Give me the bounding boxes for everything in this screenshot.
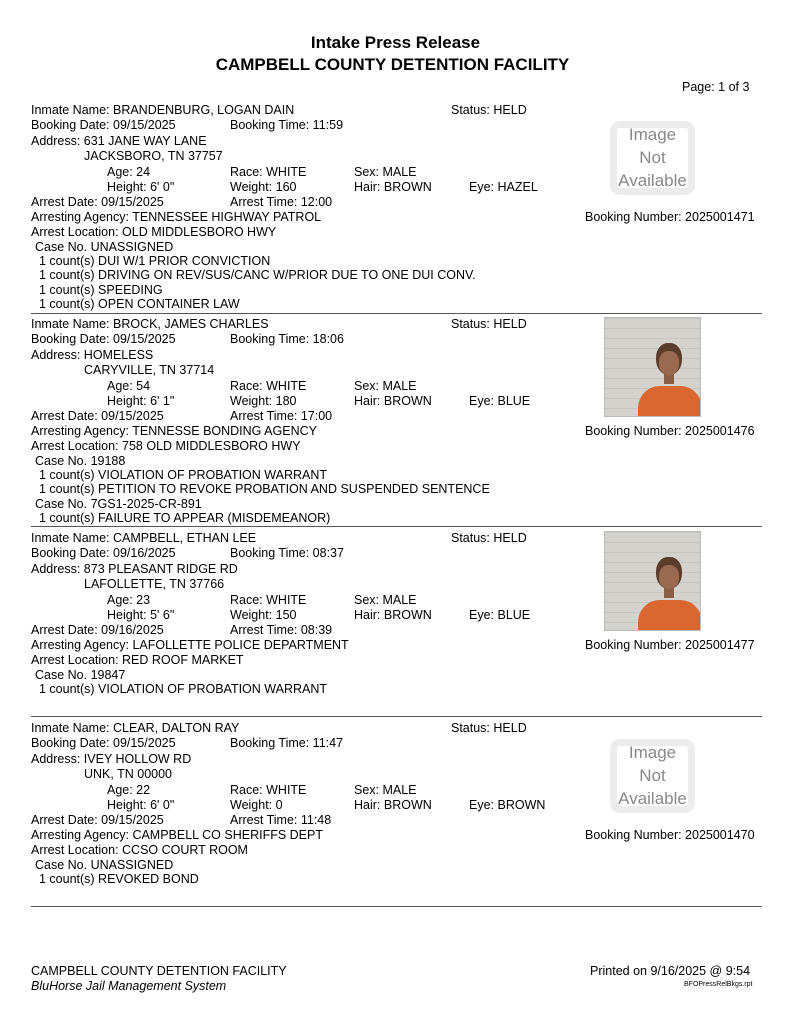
eye-color: Eye: BLUE bbox=[469, 394, 531, 408]
charge-line: 1 count(s) PETITION TO REVOKE PROBATION AND SUSPENDED SENTENCE bbox=[39, 482, 490, 497]
status: Status: HELD bbox=[451, 317, 527, 331]
booking-time: Booking Time: 11:47 bbox=[230, 736, 344, 750]
city-state-zip: JACKSBORO, TN 37757 bbox=[84, 149, 223, 163]
case-number: Case No. 7GS1-2025-CR-891 bbox=[35, 496, 202, 511]
placeholder-label: Available bbox=[618, 789, 687, 808]
address: Address: 873 PLEASANT RIDGE RD bbox=[31, 562, 238, 576]
sex: Sex: MALE bbox=[354, 593, 417, 607]
inmate-name: Inmate Name: BRANDENBURG, LOGAN DAIN bbox=[31, 103, 295, 117]
arrest-time: Arrest Time: 17:00 bbox=[230, 409, 333, 423]
eye-color: Eye: HAZEL bbox=[469, 180, 538, 194]
mugshot-photo bbox=[604, 317, 701, 417]
age: Age: 22 bbox=[107, 783, 151, 797]
report-title: Intake Press Release bbox=[310, 33, 481, 52]
arrest-time: Arrest Time: 11:48 bbox=[230, 813, 332, 827]
booking-number: Booking Number: 2025001477 bbox=[585, 638, 755, 652]
sex: Sex: MALE bbox=[354, 783, 417, 797]
image-not-available-placeholder bbox=[604, 117, 701, 217]
footer-facility: CAMPBELL COUNTY DETENTION FACILITY bbox=[31, 964, 287, 978]
charge-line: 1 count(s) SPEEDING bbox=[39, 282, 163, 297]
arrest-location: Arrest Location: RED ROOF MARKET bbox=[31, 653, 244, 667]
race: Race: WHITE bbox=[230, 165, 307, 179]
sex: Sex: MALE bbox=[354, 165, 417, 179]
age: Age: 23 bbox=[107, 593, 151, 607]
weight: Weight: 0 bbox=[230, 798, 283, 812]
city-state-zip: CARYVILLE, TN 37714 bbox=[84, 363, 215, 377]
orange-jumpsuit bbox=[638, 386, 701, 417]
sex: Sex: MALE bbox=[354, 379, 417, 393]
eye-color: Eye: BLUE bbox=[469, 608, 531, 622]
arresting-agency: Arresting Agency: TENNESSEE HIGHWAY PATROL bbox=[31, 210, 322, 224]
placeholder-label: Not bbox=[639, 148, 666, 167]
case-number: Case No. UNASSIGNED bbox=[35, 240, 174, 254]
arrest-location: Arrest Location: 758 OLD MIDDLESBORO HWY bbox=[31, 439, 301, 453]
height: Height: 6' 1" bbox=[107, 394, 175, 408]
status: Status: HELD bbox=[451, 531, 527, 545]
face bbox=[659, 565, 679, 589]
booking-date: Booking Date: 09/15/2025 bbox=[31, 118, 176, 132]
height: Height: 5' 6" bbox=[107, 608, 175, 622]
race: Race: WHITE bbox=[230, 379, 307, 393]
booking-date: Booking Date: 09/15/2025 bbox=[31, 332, 176, 346]
image-not-available-placeholder bbox=[604, 735, 701, 835]
arrest-time: Arrest Time: 12:00 bbox=[230, 195, 333, 209]
record-divider bbox=[31, 313, 762, 314]
inmate-name: Inmate Name: CLEAR, DALTON RAY bbox=[31, 721, 240, 735]
placeholder-label: Available bbox=[618, 171, 687, 190]
case-number: Case No. 19847 bbox=[35, 668, 126, 682]
page-number: Page: 1 of 3 bbox=[682, 80, 750, 94]
address: Address: HOMELESS bbox=[31, 348, 154, 362]
orange-jumpsuit bbox=[638, 600, 701, 631]
age: Age: 54 bbox=[107, 379, 151, 393]
charge-line: 1 count(s) FAILURE TO APPEAR (MISDEMEANOR) bbox=[39, 510, 331, 525]
hair: Hair: BROWN bbox=[354, 798, 432, 812]
arresting-agency: Arresting Agency: LAFOLLETTE POLICE DEPARTMENT bbox=[31, 638, 349, 652]
inmate-name: Inmate Name: BROCK, JAMES CHARLES bbox=[31, 317, 269, 331]
case-number: Case No. UNASSIGNED bbox=[35, 858, 174, 872]
race: Race: WHITE bbox=[230, 593, 307, 607]
charge-line: 1 count(s) REVOKED BOND bbox=[39, 872, 199, 887]
arrest-date: Arrest Date: 09/15/2025 bbox=[31, 813, 164, 827]
age: Age: 24 bbox=[107, 165, 151, 179]
placeholder-label: Image bbox=[628, 743, 677, 762]
case-number: Case No. 19188 bbox=[35, 454, 126, 468]
charge-line: 1 count(s) DUI W/1 PRIOR CONVICTION bbox=[39, 254, 271, 269]
arresting-agency: Arresting Agency: CAMPBELL CO SHERIFFS DEPT bbox=[31, 828, 323, 842]
record-divider bbox=[31, 716, 762, 717]
city-state-zip: UNK, TN 00000 bbox=[84, 767, 173, 781]
neck bbox=[664, 588, 674, 598]
address: Address: 631 JANE WAY LANE bbox=[31, 134, 207, 148]
height: Height: 6' 0" bbox=[107, 180, 175, 194]
placeholder-label: Image bbox=[628, 125, 677, 144]
arrest-date: Arrest Date: 09/16/2025 bbox=[31, 623, 164, 637]
neck bbox=[664, 374, 674, 384]
booking-date: Booking Date: 09/16/2025 bbox=[31, 546, 176, 560]
booking-number: Booking Number: 2025001476 bbox=[585, 424, 755, 438]
booking-time: Booking Time: 11:59 bbox=[230, 118, 344, 132]
arresting-agency: Arresting Agency: TENNESSE BONDING AGENCY bbox=[31, 424, 317, 438]
booking-number: Booking Number: 2025001470 bbox=[585, 828, 755, 842]
address: Address: IVEY HOLLOW RD bbox=[31, 752, 192, 766]
inmate-name: Inmate Name: CAMPBELL, ETHAN LEE bbox=[31, 531, 257, 545]
booking-number: Booking Number: 2025001471 bbox=[585, 210, 755, 224]
face bbox=[659, 351, 679, 375]
facility-name: CAMPBELL COUNTY DETENTION FACILITY bbox=[215, 55, 570, 74]
record-divider bbox=[31, 906, 762, 907]
mugshot-photo bbox=[604, 531, 701, 631]
race: Race: WHITE bbox=[230, 783, 307, 797]
booking-date: Booking Date: 09/15/2025 bbox=[31, 736, 176, 750]
arrest-date: Arrest Date: 09/15/2025 bbox=[31, 195, 164, 209]
charge-line: 1 count(s) DRIVING ON REV/SUS/CANC W/PRIOR DUE TO ONE DUI CONV. bbox=[39, 268, 476, 283]
report-file-name: BFOPressRelBkgs.rpt bbox=[684, 981, 753, 988]
arrest-date: Arrest Date: 09/15/2025 bbox=[31, 409, 164, 423]
printed-timestamp: Printed on 9/16/2025 @ 9:54 bbox=[590, 964, 751, 978]
weight: Weight: 150 bbox=[230, 608, 297, 622]
charge-line: 1 count(s) OPEN CONTAINER LAW bbox=[39, 296, 240, 311]
booking-time: Booking Time: 18:06 bbox=[230, 332, 344, 346]
booking-time: Booking Time: 08:37 bbox=[230, 546, 344, 560]
record-divider bbox=[31, 526, 762, 527]
status: Status: HELD bbox=[451, 721, 527, 735]
city-state-zip: LAFOLLETTE, TN 37766 bbox=[84, 577, 225, 591]
hair: Hair: BROWN bbox=[354, 180, 432, 194]
charge-line: 1 count(s) VIOLATION OF PROBATION WARRANT bbox=[39, 682, 328, 697]
arrest-location: Arrest Location: OLD MIDDLESBORO HWY bbox=[31, 225, 277, 239]
weight: Weight: 160 bbox=[230, 180, 297, 194]
charge-line: 1 count(s) VIOLATION OF PROBATION WARRANT bbox=[39, 468, 328, 483]
footer-system: BluHorse Jail Management System bbox=[31, 979, 227, 993]
height: Height: 6' 0" bbox=[107, 798, 175, 812]
status: Status: HELD bbox=[451, 103, 527, 117]
weight: Weight: 180 bbox=[230, 394, 297, 408]
placeholder-label: Not bbox=[639, 766, 666, 785]
arrest-time: Arrest Time: 08:39 bbox=[230, 623, 333, 637]
eye-color: Eye: BROWN bbox=[469, 798, 546, 812]
arrest-location: Arrest Location: CCSO COURT ROOM bbox=[31, 843, 248, 857]
hair: Hair: BROWN bbox=[354, 608, 432, 622]
hair: Hair: BROWN bbox=[354, 394, 432, 408]
